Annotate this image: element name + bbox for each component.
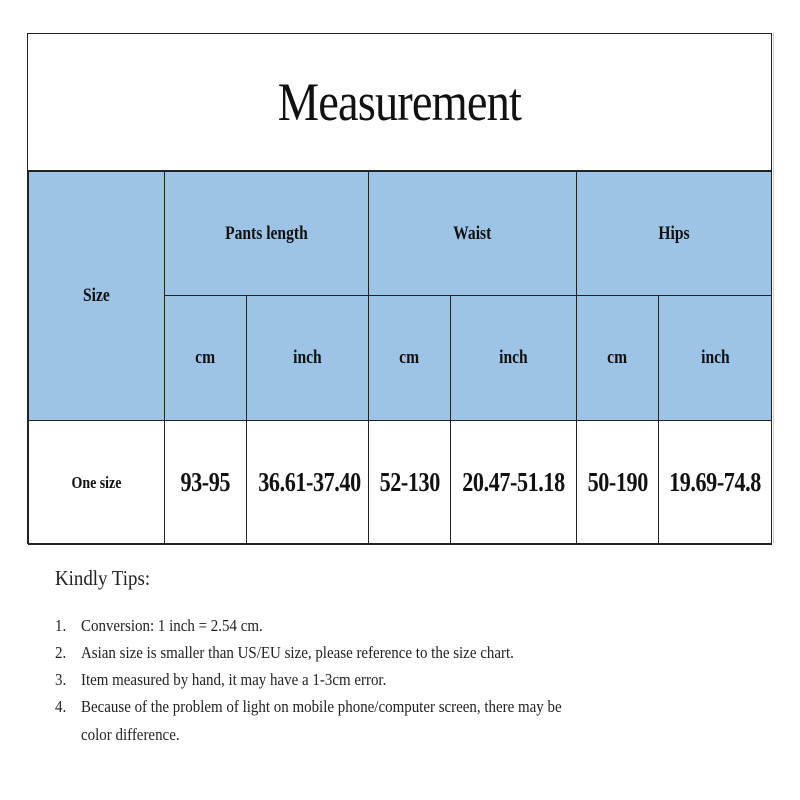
value-cell bbox=[369, 421, 451, 545]
tip-text-line: color difference. bbox=[81, 725, 180, 744]
unit-header-cell bbox=[247, 296, 369, 421]
tips-section bbox=[55, 566, 775, 753]
tip-number: 4. bbox=[55, 697, 67, 716]
unit-label: inch bbox=[499, 347, 528, 368]
size-table bbox=[28, 171, 772, 545]
unit-label: cm bbox=[607, 347, 628, 368]
page-edge-rule bbox=[773, 33, 774, 544]
tip-text: Item measured by hand, it may have a 1-3cm error. bbox=[81, 670, 387, 689]
tip-number: 2. bbox=[55, 643, 67, 662]
tip-item bbox=[55, 643, 775, 670]
value-cell bbox=[577, 421, 659, 545]
pants-length-inch: 36.61-37.40 bbox=[258, 467, 361, 497]
size-header-cell bbox=[29, 172, 165, 421]
tip-text: Conversion: 1 inch = 2.54 cm. bbox=[81, 616, 263, 635]
unit-header-cell bbox=[369, 296, 451, 421]
waist-header: Waist bbox=[453, 222, 492, 244]
unit-label: cm bbox=[195, 347, 216, 368]
size-label: One size bbox=[71, 472, 122, 492]
size-chart bbox=[27, 33, 772, 544]
pants-length-cm: 93-95 bbox=[180, 467, 231, 497]
tip-text-line: Because of the problem of light on mobile phone/computer screen, there may be bbox=[81, 697, 562, 716]
tip-item bbox=[55, 616, 775, 643]
group-header-cell bbox=[165, 172, 369, 296]
value-cell bbox=[659, 421, 772, 545]
tip-text bbox=[81, 697, 562, 745]
unit-label: inch bbox=[293, 347, 322, 368]
tip-item bbox=[55, 670, 775, 697]
unit-header-cell bbox=[577, 296, 659, 421]
unit-label: inch bbox=[700, 347, 730, 368]
waist-cm: 52-130 bbox=[379, 467, 440, 497]
unit-header-cell bbox=[451, 296, 577, 421]
pants-length-header: Pants length bbox=[225, 222, 308, 244]
group-header-cell bbox=[577, 172, 772, 296]
tip-text: Asian size is smaller than US/EU size, please reference to the size chart. bbox=[81, 643, 514, 662]
title-row bbox=[28, 34, 771, 171]
hips-inch: 19.69-74.8 bbox=[669, 467, 761, 497]
unit-header-cell bbox=[659, 296, 772, 421]
unit-label: cm bbox=[399, 347, 420, 368]
table-row bbox=[29, 421, 772, 545]
chart-title: Measurement bbox=[277, 72, 522, 132]
tip-number: 3. bbox=[55, 670, 67, 689]
hips-header: Hips bbox=[658, 222, 690, 244]
tip-number: 1. bbox=[55, 616, 67, 635]
tip-item bbox=[55, 697, 775, 753]
size-header: Size bbox=[83, 285, 110, 306]
size-cell bbox=[29, 421, 165, 545]
value-cell bbox=[247, 421, 369, 545]
hips-cm: 50-190 bbox=[587, 467, 648, 497]
waist-inch: 20.47-51.18 bbox=[462, 467, 565, 497]
group-header-row bbox=[29, 172, 772, 296]
unit-header-cell bbox=[165, 296, 247, 421]
tips-title: Kindly Tips: bbox=[55, 566, 151, 590]
value-cell bbox=[165, 421, 247, 545]
group-header-cell bbox=[369, 172, 577, 296]
value-cell bbox=[451, 421, 577, 545]
